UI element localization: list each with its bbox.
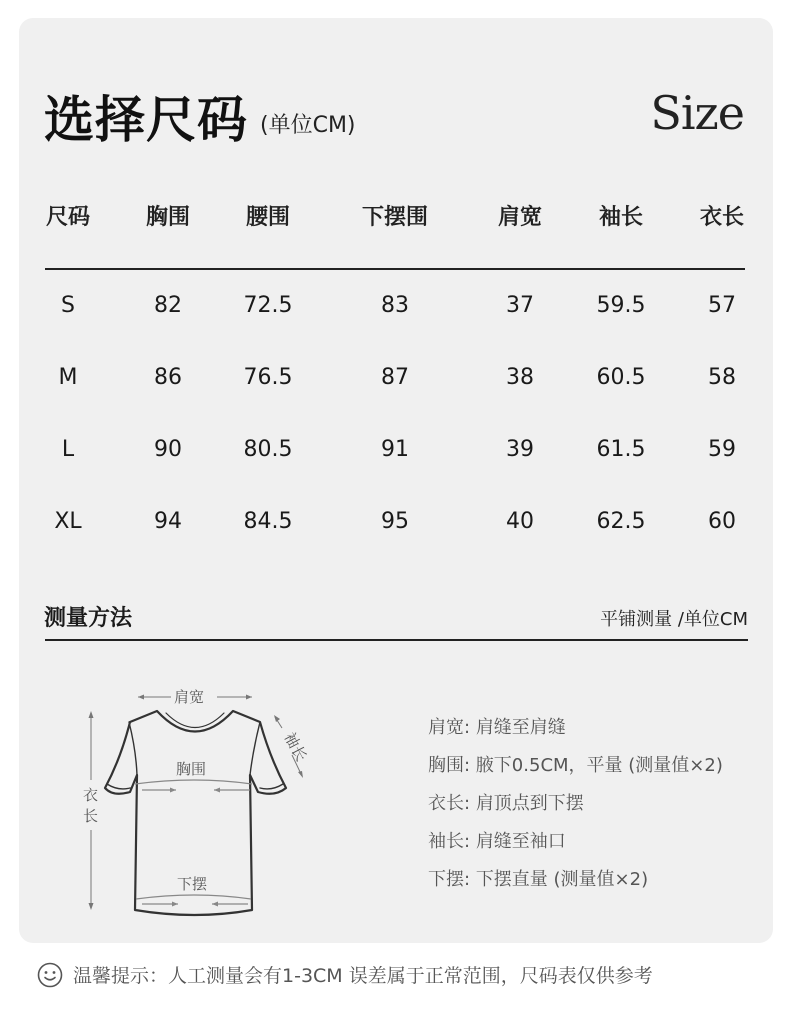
cell-chest: 94 (154, 509, 182, 534)
hem-label: 下摆 (177, 875, 208, 893)
cell-chest: 90 (154, 437, 182, 462)
tshirt-diagram (70, 680, 320, 930)
cell-length: 58 (708, 365, 736, 390)
cell-shoulder: 40 (506, 509, 534, 534)
cell-chest: 86 (154, 365, 182, 390)
cell-sleeve: 61.5 (596, 437, 646, 462)
cell-hem: 87 (381, 365, 409, 390)
cell-waist: 80.5 (243, 437, 293, 462)
cell-waist: 72.5 (243, 293, 293, 318)
cell-size: L (61, 437, 75, 462)
measure-subtitle: 平铺测量 /单位CM (600, 609, 748, 630)
shoulder-label: 肩宽 (174, 688, 205, 706)
col-header-size: 尺码 (45, 205, 91, 230)
chest-label: 胸围 (176, 760, 207, 778)
cell-sleeve: 59.5 (596, 293, 646, 318)
col-header-hem: 下摆围 (361, 205, 429, 230)
table-header-divider (45, 268, 745, 270)
cell-waist: 84.5 (243, 509, 293, 534)
cell-shoulder: 38 (506, 365, 534, 390)
measure-item: 胸围: 腋下0.5CM，平量 (测量值×2) (428, 755, 723, 776)
cell-waist: 76.5 (243, 365, 293, 390)
cell-length: 60 (708, 509, 736, 534)
cell-size: M (58, 365, 78, 390)
length-label-1: 衣 (83, 786, 99, 804)
cell-hem: 91 (381, 437, 409, 462)
smiley-icon (37, 962, 63, 988)
length-label-2: 长 (83, 807, 99, 825)
col-header-sleeve: 袖长 (598, 205, 644, 230)
footer-note (37, 961, 653, 988)
measure-list (428, 716, 723, 906)
col-header-length: 衣长 (699, 205, 745, 230)
size-logo: Size (650, 86, 744, 140)
col-header-shoulder: 肩宽 (497, 205, 543, 230)
measure-divider (45, 639, 748, 641)
cell-shoulder: 37 (506, 293, 534, 318)
measure-title: 测量方法 (44, 606, 133, 631)
hem-line (136, 895, 251, 907)
col-header-chest: 胸围 (145, 205, 191, 230)
chest-line (135, 780, 252, 793)
cell-length: 59 (708, 437, 736, 462)
sleeve-label-1: 袖长 (280, 729, 311, 765)
cell-size: XL (54, 509, 82, 534)
measure-item: 衣长: 肩顶点到下摆 (428, 793, 584, 814)
cell-size: S (61, 293, 75, 318)
measure-item: 肩宽: 肩缝至肩缝 (428, 717, 566, 738)
unit-label: (单位CM) (260, 113, 356, 138)
cell-length: 57 (708, 293, 736, 318)
cell-sleeve: 60.5 (596, 365, 646, 390)
col-header-waist: 腰围 (245, 205, 291, 230)
page-title: 选择尺码 (44, 91, 248, 149)
measure-item: 袖长: 肩缝至袖口 (428, 831, 566, 852)
cell-sleeve: 62.5 (596, 509, 646, 534)
measure-item: 下摆: 下摆直量 (测量值×2) (428, 869, 649, 890)
cell-chest: 82 (154, 293, 182, 318)
cell-hem: 83 (381, 293, 409, 318)
cell-hem: 95 (381, 509, 409, 534)
footer-text: 温馨提示：人工测量会有1-3CM 误差属于正常范围，尺码表仅供参考 (73, 965, 653, 987)
cell-shoulder: 39 (506, 437, 534, 462)
